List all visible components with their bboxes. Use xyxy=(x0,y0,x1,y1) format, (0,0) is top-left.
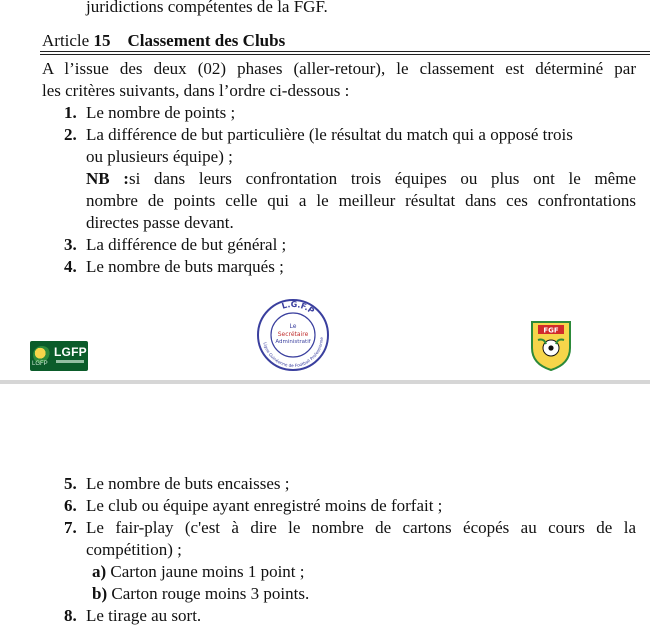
criterion-text: La différence de but général ; xyxy=(86,235,287,254)
criterion-4 xyxy=(64,256,284,278)
fgf-badge xyxy=(528,318,574,372)
intro-line-2: les critères suivants, dans l’ordre ci-dessous : xyxy=(42,81,350,100)
article-label: Article xyxy=(42,31,90,50)
sub-item-num: b) xyxy=(92,584,108,603)
stamp-line-1: Le xyxy=(289,323,297,330)
criterion-text: Le fair-play (c'est à dire le nombre de cartons écopés au cours de la xyxy=(86,518,636,537)
top-fragment: juridictions compétentes de la FGF. xyxy=(86,0,328,16)
heading-rule-2 xyxy=(40,54,650,55)
criterion-8 xyxy=(64,605,201,627)
criterion-text: Le club ou équipe ayant enregistré moins de forfait ; xyxy=(86,496,443,515)
criterion-num: 5. xyxy=(64,474,77,493)
criterion-text: La différence de but particulière (le résultat du match qui a opposé trois xyxy=(86,125,573,144)
criterion-3 xyxy=(64,234,286,256)
criterion-num: 6. xyxy=(64,496,77,515)
page-lower xyxy=(0,385,650,630)
criterion-text: Le nombre de buts encaisses ; xyxy=(86,474,290,493)
criterion-num: 3. xyxy=(64,235,77,254)
lgfp-label: LGFP xyxy=(54,345,87,359)
criterion-1 xyxy=(64,102,235,124)
criterion-7 xyxy=(64,517,636,539)
note-line-1 xyxy=(86,168,636,190)
article-heading xyxy=(42,30,285,52)
sub-item-text: Carton jaune moins 1 point ; xyxy=(110,562,305,581)
article-number: 15 xyxy=(93,31,111,50)
criterion-2-line-2: ou plusieurs équipe) ; xyxy=(86,147,233,166)
note-label: NB : xyxy=(86,169,129,188)
article-title: Classement des Clubs xyxy=(127,31,286,50)
sub-item-text: Carton rouge moins 3 points. xyxy=(111,584,310,603)
criterion-num: 4. xyxy=(64,257,77,276)
intro-line-1: A l’issue des deux (02) phases (aller-retour), le classement est déterminé par xyxy=(42,59,636,78)
criterion-text: Le nombre de points ; xyxy=(86,103,236,122)
criterion-text: Le tirage au sort. xyxy=(86,606,202,625)
note-line-3: directes passe devant. xyxy=(86,213,234,232)
criterion-num: 2. xyxy=(64,125,77,144)
criterion-7-line-2: compétition) ; xyxy=(86,540,182,559)
page-break xyxy=(0,380,650,384)
official-stamp xyxy=(255,297,331,373)
stamp-line-2: Secrétaire xyxy=(277,331,309,338)
fgf-label: FGF xyxy=(543,326,559,335)
stamp-ring-text: L.G.F.P xyxy=(280,299,316,316)
stamp-ring-bottom: Ligue Guinéenne de Football Professionne xyxy=(262,337,325,369)
criterion-num: 7. xyxy=(64,518,77,537)
sub-item-num: a) xyxy=(92,562,107,581)
heading-rule xyxy=(40,51,650,52)
criterion-2 xyxy=(64,124,573,146)
note-line-2: nombre de points celle qui a le meilleur résultat dans ces confrontations xyxy=(86,191,636,210)
stamp-line-3: Administratif xyxy=(275,339,311,345)
criterion-6 xyxy=(64,495,442,517)
lgfp-logo xyxy=(30,341,88,371)
sub-item-b xyxy=(92,583,309,605)
criterion-num: 1. xyxy=(64,103,77,122)
lgfp-small-label: LGFP xyxy=(32,361,48,367)
criterion-text: Le nombre de buts marqués ; xyxy=(86,257,284,276)
sub-item-a xyxy=(92,561,305,583)
criterion-5 xyxy=(64,473,289,495)
criterion-num: 8. xyxy=(64,606,77,625)
lgfp-underline xyxy=(56,360,84,363)
note-text: si dans leurs confrontation trois équipes ou plus ont le même xyxy=(128,169,636,188)
